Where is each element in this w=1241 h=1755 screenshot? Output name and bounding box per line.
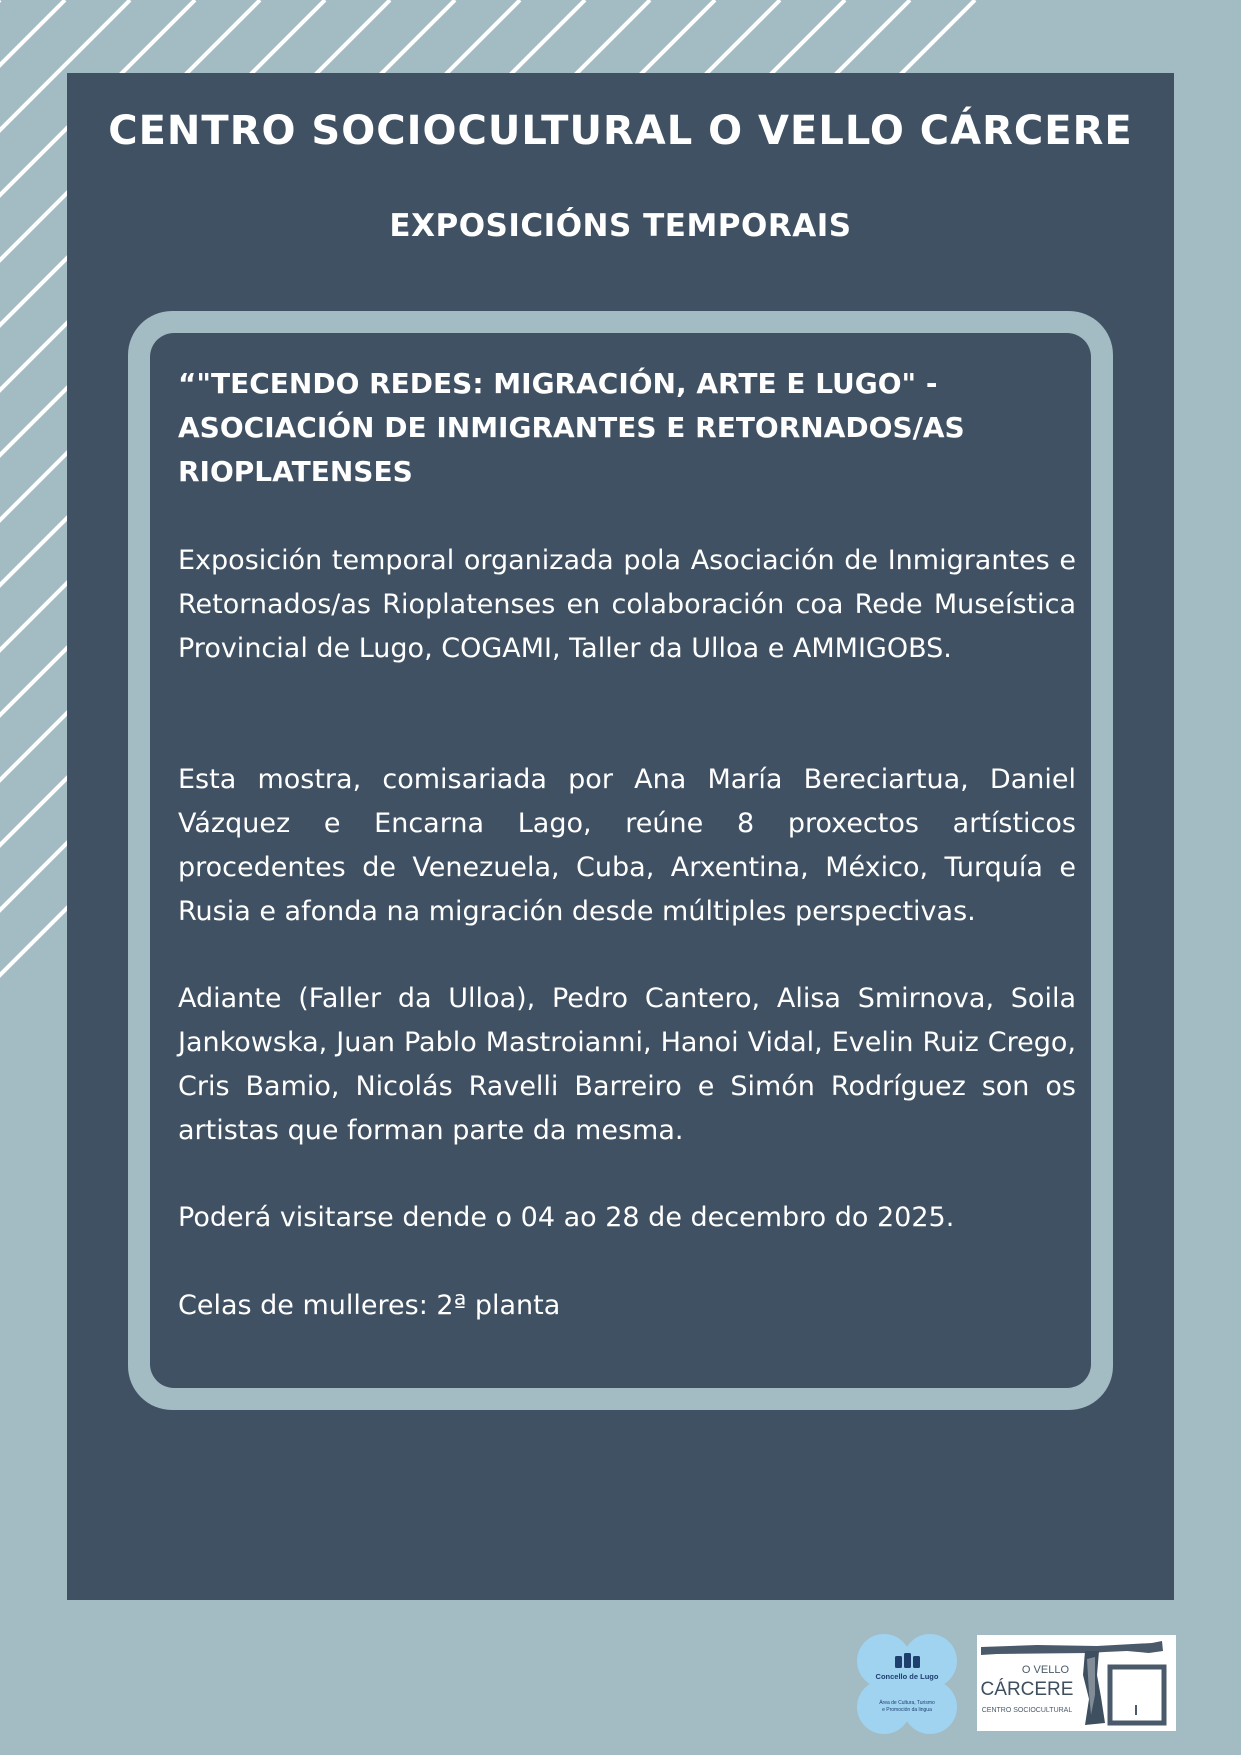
exhibition-dates: Poderá visitarse dende o 04 ao 28 de decembro do 2025. bbox=[178, 1202, 955, 1233]
concello-de-lugo-logo bbox=[857, 1634, 957, 1734]
carcere-logo-line3: CENTRO SOCIOCULTURAL bbox=[981, 1707, 1073, 1714]
section-subtitle: EXPOSICIÓNS TEMPORAIS bbox=[389, 208, 852, 244]
page-title: CENTRO SOCIOCULTURAL O VELLO CÁRCERE bbox=[108, 108, 1133, 154]
exhibition-location: Celas de mulleres: 2ª planta bbox=[178, 1290, 561, 1321]
concello-logo-line1: Área de Cultura, Turismo bbox=[879, 1700, 935, 1706]
exhibition-title: “"TECENDO REDES: MIGRACIÓN, ARTE E LUGO" - ASOCIACIÓN DE INMIGRANTES E RETORNADOS/AS RIOPLATENSES bbox=[178, 367, 965, 488]
concello-logo-name: Concello de Lugo bbox=[875, 1672, 939, 1681]
carcere-logo-line2: CÁRCERE bbox=[980, 1679, 1074, 1700]
exhibition-description: Exposición temporal organizada pola Asociación de Inmigrantes e Retornados/as Rioplatenses en colaboración coa Rede Museística Provincial de Lugo, COGAMI, Taller da Ulloa e AMMIGOBS. bbox=[178, 545, 1076, 664]
concello-logo-line2: e Promoción da lingua bbox=[882, 1707, 932, 1713]
exhibition-curators: Esta mostra, comisariada por Ana María Bereciartua, Daniel Vázquez e Encarna Lago, reúne 8 proxectos artísticos procedentes de Venezuela, Cuba, Arxentina, México, Turquía e Rusia e afonda na migración desde múltiples perspectivas. bbox=[178, 764, 1076, 927]
carcere-logo-line1: O VELLO bbox=[1021, 1664, 1069, 1676]
o-vello-carcere-logo bbox=[977, 1635, 1176, 1731]
exhibition-artists: Adiante (Faller da Ulloa), Pedro Cantero, Alisa Smirnova, Soila Jankowska, Juan Pablo Mastroianni, Hanoi Vidal, Evelin Ruiz Crego, Cris Bamio, Nicolás Ravelli Barreiro e Simón Rodríguez son os artistas que forman parte da mesma. bbox=[178, 983, 1076, 1146]
